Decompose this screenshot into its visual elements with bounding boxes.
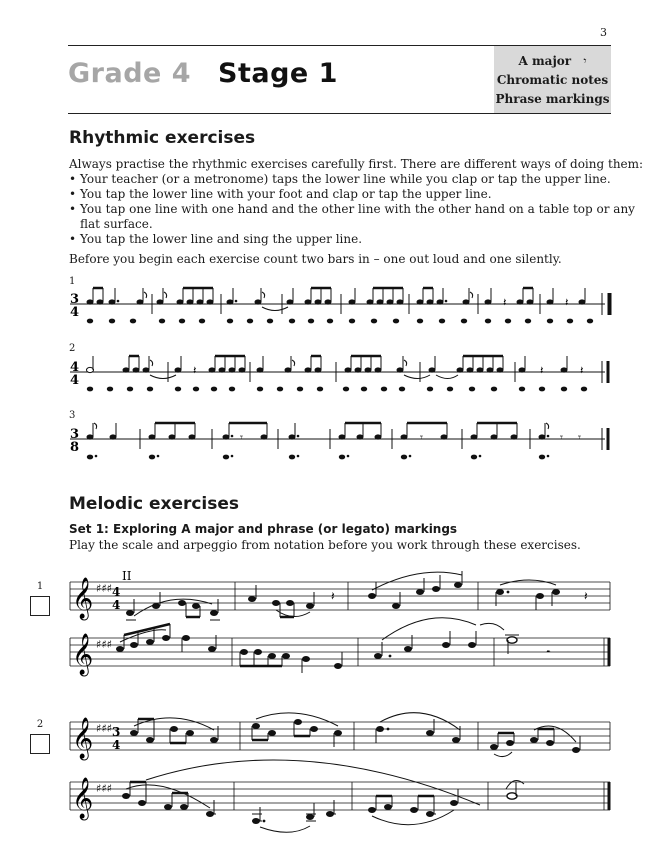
grade-title: Grade 4 <box>68 58 192 89</box>
time-signature-top: 3 <box>112 725 121 739</box>
melodic-exercise-2-system-1 <box>70 713 610 760</box>
topic-chromatic: Chromatic notes <box>496 73 609 87</box>
bullet-item-continuation: flat surface. <box>80 217 153 231</box>
melodic-exercise-number: 1 <box>36 581 44 592</box>
treble-clef-icon: 𝄞 <box>72 634 94 675</box>
quaver-rest-icon: 𝄾 <box>583 54 587 68</box>
key-sharps: ♯♯♯ <box>96 582 112 595</box>
svg-text:𝄼: 𝄼 <box>546 645 551 659</box>
time-signature-bottom: 8 <box>70 440 80 455</box>
set-heading: Set 1: Exploring A major and phrase (or legato) markings <box>69 522 458 536</box>
time-signature-bottom: 4 <box>112 738 121 752</box>
bullet-marker: • <box>69 187 77 201</box>
svg-text:𝄾: 𝄾 <box>420 431 423 444</box>
rhythmic-intro: Always practise the rhythmic exercises carefully first. There are different ways of doing them: <box>69 157 644 171</box>
svg-text:𝄽: 𝄽 <box>565 296 569 309</box>
count-in-instruction: Before you begin each exercise count two bars in – one out loud and one silently. <box>69 252 562 266</box>
rhythm-exercise-number: 3 <box>69 410 76 421</box>
bullet-marker: • <box>69 232 77 246</box>
svg-text:𝄾: 𝄾 <box>578 431 581 444</box>
string-position-mark: II <box>122 569 132 583</box>
scale-instruction: Play the scale and arpeggio from notation before you work through these exercises. <box>69 538 581 552</box>
bullet-item: Your teacher (or a metronome) taps the lower line while you clap or tap the upper line. <box>80 172 611 186</box>
rhythm-exercise-number: 1 <box>69 276 76 287</box>
svg-text:𝄽: 𝄽 <box>580 364 584 377</box>
bullet-marker: • <box>69 172 77 186</box>
melodic-exercise-number: 2 <box>36 719 44 730</box>
time-signature-top: 4 <box>70 360 80 375</box>
treble-clef-icon: 𝄞 <box>72 718 94 759</box>
stage-title: Stage 1 <box>218 58 338 89</box>
topic-phrase: Phrase markings <box>495 92 610 106</box>
melodic-heading: Melodic exercises <box>69 494 240 514</box>
time-signature-bottom: 4 <box>70 373 80 388</box>
melodic-exercise-1-system-2 <box>70 618 610 676</box>
bullet-marker: • <box>69 202 77 216</box>
key-sharps: ♯♯♯ <box>96 638 112 651</box>
rhythmic-heading: Rhythmic exercises <box>69 128 256 148</box>
topic-key-label: A major <box>518 54 572 68</box>
time-signature-top: 4 <box>112 585 121 599</box>
svg-text:𝄾: 𝄾 <box>560 431 563 444</box>
svg-text:𝄾: 𝄾 <box>240 431 243 444</box>
svg-text:𝄽: 𝄽 <box>193 364 197 377</box>
key-sharps: ♯♯♯ <box>96 782 112 795</box>
treble-clef-icon: 𝄞 <box>72 778 94 819</box>
svg-text:𝄽: 𝄽 <box>584 589 588 603</box>
key-sharps: ♯♯♯ <box>96 722 112 735</box>
page-number: 3 <box>600 26 607 39</box>
bullet-item: You tap the lower line with your foot and clap or tap the upper line. <box>80 187 492 201</box>
rhythm-exercise-number: 2 <box>69 343 76 354</box>
svg-text:𝄽: 𝄽 <box>331 589 335 603</box>
time-signature-top: 3 <box>70 427 80 442</box>
treble-clef-icon: 𝄞 <box>72 578 94 619</box>
time-signature-bottom: 4 <box>70 305 80 320</box>
bullet-item: You tap the lower line and sing the upper line. <box>80 232 363 246</box>
time-signature-bottom: 4 <box>112 598 121 612</box>
svg-text:𝄽: 𝄽 <box>503 296 507 309</box>
melodic-exercise-1-system-1 <box>70 569 610 620</box>
melodic-exercise-2-system-2 <box>70 760 610 832</box>
svg-text:𝄽: 𝄽 <box>540 364 544 377</box>
time-signature-top: 3 <box>70 292 80 307</box>
bullet-item: You tap one line with one hand and the other line with the other hand on a table top or any <box>80 202 635 216</box>
